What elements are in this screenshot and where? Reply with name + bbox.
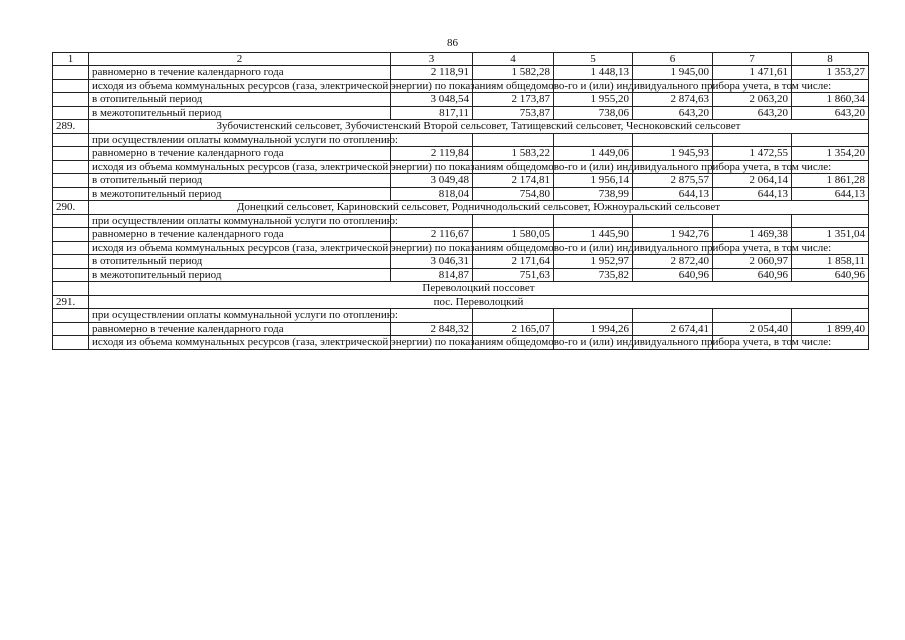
header-cell: 7 — [713, 53, 792, 66]
value-cell: 818,04 — [391, 187, 473, 201]
value-cell: 1 472,55 — [713, 147, 792, 161]
value-cell: 2 060,97 — [713, 255, 792, 269]
value-cell — [633, 214, 713, 228]
row-label: равномерно в течение календарного года — [89, 322, 391, 336]
section-title: Зубочистенский сельсовет, Зубочистенский Второй сельсовет, Татищевский сельсовет, Чесноковский сельсовет — [89, 120, 869, 134]
value-cell: 1 860,34 — [792, 93, 869, 107]
section-title: Донецкий сельсовет, Кариновский сельсовет, Родничнодольский сельсовет, Южноуральский сельсовет — [89, 201, 869, 215]
value-cell — [554, 133, 633, 147]
section-index: 289. — [53, 120, 89, 134]
data-row — [53, 93, 869, 107]
value-cell: 2 119,84 — [391, 147, 473, 161]
index-cell — [53, 255, 89, 269]
value-cell: 2 054,40 — [713, 322, 792, 336]
row-label: при осуществлении оплаты коммунальной услуги по отоплению: — [89, 214, 391, 228]
value-cell: 640,96 — [792, 268, 869, 282]
value-cell: 1 994,26 — [554, 322, 633, 336]
value-cell — [473, 309, 554, 323]
value-cell: 738,06 — [554, 106, 633, 120]
data-row — [53, 187, 869, 201]
value-cell: 3 049,48 — [391, 174, 473, 188]
value-cell: 1 445,90 — [554, 228, 633, 242]
section-row — [53, 201, 869, 215]
row-label: в межотопительный период — [89, 106, 391, 120]
header-cell: 3 — [391, 53, 473, 66]
value-cell: 2 165,07 — [473, 322, 554, 336]
row-label: при осуществлении оплаты коммунальной услуги по отоплению: — [89, 133, 391, 147]
value-cell: 2 064,14 — [713, 174, 792, 188]
index-cell — [53, 336, 89, 350]
index-cell — [53, 174, 89, 188]
value-cell: 2 674,41 — [633, 322, 713, 336]
index-cell — [53, 241, 89, 255]
row-label: в отопительный период — [89, 174, 391, 188]
data-row — [53, 147, 869, 161]
section-title: Переволоцкий поссовет — [89, 282, 869, 296]
value-cell — [554, 309, 633, 323]
value-cell: 643,20 — [713, 106, 792, 120]
description-row — [53, 309, 869, 323]
index-cell — [53, 66, 89, 80]
value-cell — [633, 309, 713, 323]
value-cell — [391, 309, 473, 323]
value-cell: 1 448,13 — [554, 66, 633, 80]
value-cell: 751,63 — [473, 268, 554, 282]
section-row — [53, 282, 869, 296]
value-cell: 644,13 — [633, 187, 713, 201]
value-cell: 753,87 — [473, 106, 554, 120]
value-cell: 1 353,27 — [792, 66, 869, 80]
value-cell: 2 116,67 — [391, 228, 473, 242]
value-cell: 1 952,97 — [554, 255, 633, 269]
page-number: 86 — [447, 37, 458, 49]
value-cell — [792, 214, 869, 228]
value-cell — [792, 133, 869, 147]
value-cell — [473, 133, 554, 147]
row-label: в отопительный период — [89, 93, 391, 107]
value-cell: 644,13 — [713, 187, 792, 201]
value-cell: 754,80 — [473, 187, 554, 201]
row-label: исходя из объема коммунальных ресурсов (газа, электрической энергии) по показаниям общедомово-го и (или) индивидуального прибора учета, в том числе: — [89, 336, 391, 350]
section-row — [53, 295, 869, 309]
index-cell — [53, 79, 89, 93]
index-cell — [53, 214, 89, 228]
value-cell: 640,96 — [713, 268, 792, 282]
header-cell: 6 — [633, 53, 713, 66]
value-cell: 643,20 — [792, 106, 869, 120]
value-cell: 1 861,28 — [792, 174, 869, 188]
row-label: в межотопительный период — [89, 268, 391, 282]
data-row — [53, 322, 869, 336]
value-cell: 1 955,20 — [554, 93, 633, 107]
tariff-table — [52, 52, 869, 350]
description-row — [53, 133, 869, 147]
value-cell: 1 354,20 — [792, 147, 869, 161]
index-cell — [53, 106, 89, 120]
index-cell — [53, 133, 89, 147]
index-cell — [53, 93, 89, 107]
section-row — [53, 120, 869, 134]
header-cell: 8 — [792, 53, 869, 66]
row-label: равномерно в течение календарного года — [89, 66, 391, 80]
description-row — [53, 79, 869, 93]
index-cell — [53, 228, 89, 242]
index-cell — [53, 187, 89, 201]
header-cell: 5 — [554, 53, 633, 66]
data-row — [53, 228, 869, 242]
value-cell: 643,20 — [633, 106, 713, 120]
value-cell: 1 582,28 — [473, 66, 554, 80]
value-cell: 2 173,87 — [473, 93, 554, 107]
index-cell — [53, 322, 89, 336]
value-cell: 1 583,22 — [473, 147, 554, 161]
index-cell — [53, 147, 89, 161]
data-row — [53, 106, 869, 120]
row-label: при осуществлении оплаты коммунальной услуги по отоплению: — [89, 309, 391, 323]
value-cell: 3 046,31 — [391, 255, 473, 269]
value-cell: 2 171,64 — [473, 255, 554, 269]
index-cell — [53, 160, 89, 174]
value-cell: 1 945,93 — [633, 147, 713, 161]
value-cell: 1 899,40 — [792, 322, 869, 336]
value-cell: 814,87 — [391, 268, 473, 282]
value-cell: 2 063,20 — [713, 93, 792, 107]
value-cell: 644,13 — [792, 187, 869, 201]
value-cell: 1 580,05 — [473, 228, 554, 242]
value-cell — [792, 309, 869, 323]
value-cell: 3 048,54 — [391, 93, 473, 107]
value-cell — [633, 133, 713, 147]
value-cell — [713, 133, 792, 147]
row-label: в отопительный период — [89, 255, 391, 269]
row-label: исходя из объема коммунальных ресурсов (газа, электрической энергии) по показаниям общедомово-го и (или) индивидуального прибора учета, в том числе: — [89, 241, 391, 255]
value-cell: 2 174,81 — [473, 174, 554, 188]
index-cell — [53, 309, 89, 323]
value-cell: 1 945,00 — [633, 66, 713, 80]
value-cell: 735,82 — [554, 268, 633, 282]
value-cell: 2 874,63 — [633, 93, 713, 107]
row-label: исходя из объема коммунальных ресурсов (газа, электрической энергии) по показаниям общедомово-го и (или) индивидуального прибора учета, в том числе: — [89, 160, 391, 174]
value-cell — [473, 214, 554, 228]
value-cell: 1 469,38 — [713, 228, 792, 242]
section-index: 291. — [53, 295, 89, 309]
value-cell: 2 848,32 — [391, 322, 473, 336]
data-row — [53, 174, 869, 188]
description-row — [53, 241, 869, 255]
value-cell: 1 858,11 — [792, 255, 869, 269]
value-cell: 1 449,06 — [554, 147, 633, 161]
value-cell: 2 872,40 — [633, 255, 713, 269]
value-cell — [713, 309, 792, 323]
data-row — [53, 66, 869, 80]
value-cell: 817,11 — [391, 106, 473, 120]
row-label: равномерно в течение календарного года — [89, 147, 391, 161]
value-cell: 640,96 — [633, 268, 713, 282]
data-row — [53, 255, 869, 269]
header-row — [53, 53, 869, 66]
section-title: пос. Переволоцкий — [89, 295, 869, 309]
header-cell: 4 — [473, 53, 554, 66]
index-cell — [53, 268, 89, 282]
section-index — [53, 282, 89, 296]
section-index: 290. — [53, 201, 89, 215]
value-cell: 1 351,04 — [792, 228, 869, 242]
row-label: равномерно в течение календарного года — [89, 228, 391, 242]
value-cell — [391, 133, 473, 147]
value-cell: 738,99 — [554, 187, 633, 201]
value-cell — [391, 214, 473, 228]
value-cell: 2 118,91 — [391, 66, 473, 80]
value-cell — [554, 214, 633, 228]
value-cell: 2 875,57 — [633, 174, 713, 188]
value-cell: 1 956,14 — [554, 174, 633, 188]
row-label: исходя из объема коммунальных ресурсов (газа, электрической энергии) по показаниям общедомово-го и (или) индивидуального прибора учета, в том числе: — [89, 79, 391, 93]
row-label: в межотопительный период — [89, 187, 391, 201]
description-row — [53, 214, 869, 228]
header-cell: 2 — [89, 53, 391, 66]
description-row — [53, 160, 869, 174]
description-row — [53, 336, 869, 350]
value-cell: 1 942,76 — [633, 228, 713, 242]
header-cell: 1 — [53, 53, 89, 66]
data-row — [53, 268, 869, 282]
value-cell — [713, 214, 792, 228]
value-cell: 1 471,61 — [713, 66, 792, 80]
